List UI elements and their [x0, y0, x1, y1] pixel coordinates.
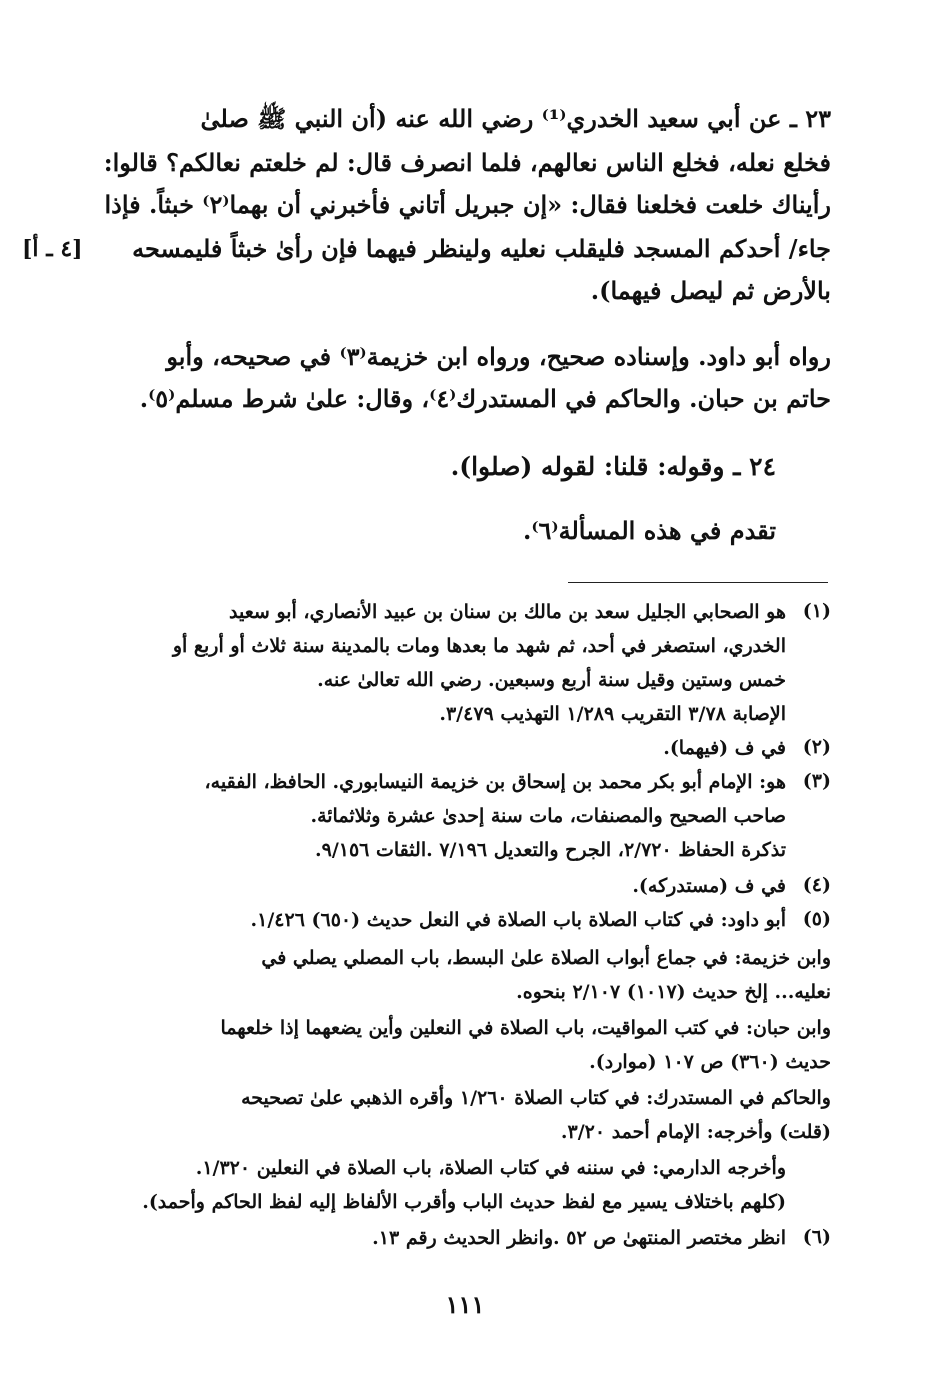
footnote-line: وابن حبان: في كتب المواقيت، باب الصلاة في النعلين وأين يضعهما إذا خلعهما [220, 1017, 831, 1039]
footnote-number: (١) [802, 600, 831, 622]
margin-folio-ref: [٤ ـ أ] [22, 236, 83, 262]
footnote-line: وأخرجه الدارمي: في سننه في كتاب الصلاة، باب الصلاة في النعلين ١/٣٢٠. [195, 1157, 786, 1179]
footnote-line: صاحب الصحيح والمصنفات، مات سنة إحدىٰ عشرة وثلاثمائة. [310, 805, 786, 827]
footnote-line: في ف (مستدركه). [632, 875, 786, 897]
footnote-number: (٢) [802, 736, 831, 758]
footnote-line: أبو داود: في كتاب الصلاة باب الصلاة في النعل حديث (٦٥٠) ١/٤٢٦. [250, 909, 786, 931]
hadith-24-text: تقدم في هذه المسألة⁽٦⁾. [523, 516, 776, 545]
footnote-number: (٤) [802, 874, 831, 896]
hadith-24-heading: ٢٤ ـ وقوله: قلنا: لقوله (صلوا). [450, 452, 776, 481]
hadith-23-line-3: رأيناك خلعت فخلعنا فقال: «إن جبريل أتاني فأخبرني أن بهما⁽٢⁾ خبثاً. فإذا [104, 190, 831, 219]
hadith-23-line-5: بالأرض ثم ليصل فيهما). [590, 276, 831, 305]
footnote-line: والحاكم في المستدرك: في كتاب الصلاة ١/٢٦٠ وأقره الذهبي علىٰ تصحيحه [241, 1087, 831, 1109]
footnote-line: (قلت) وأخرجه: الإمام أحمد ٣/٢٠. [560, 1121, 831, 1143]
footnote-line: وابن خزيمة: في جماع أبواب الصلاة علىٰ البسط، باب المصلي يصلي في [261, 947, 831, 969]
footnote-line: حديث (٣٦٠) ص ١٠٧ (موارد). [589, 1051, 831, 1073]
takhrij-line-2: حاتم بن حبان. والحاكم في المستدرك⁽٤⁾، وقال: علىٰ شرط مسلم⁽٥⁾. [139, 384, 831, 413]
takhrij-line-1: رواه أبو داود. وإسناده صحيح، ورواه ابن خزيمة⁽٣⁾ في صحيحه، وأبو [166, 342, 831, 371]
hadith-23-line-4: جاء/ أحدكم المسجد فليقلب نعليه ولينظر فيهما فإن رأىٰ خبثاً فليمسحه [132, 234, 831, 263]
footnote-line: انظر مختصر المنتهىٰ ص ٥٢ .وانظر الحديث رقم ١٣. [372, 1227, 786, 1249]
footnote-line: هو الصحابي الجليل سعد بن مالك بن سنان بن عبيد الأنصاري، أبو سعيد [229, 601, 786, 623]
footnote-line: الإصابة ٣/٧٨ التقريب ١/٢٨٩ التهذيب ٣/٤٧٩. [439, 703, 786, 725]
page-number: ١١١ [445, 1290, 485, 1319]
hadith-23-line-2: فخلع نعله، فخلع الناس نعالهم، فلما انصرف قال: لم خلعتم نعالكم؟ قالوا: [103, 148, 831, 177]
hadith-23-line-1: ٢٣ ـ عن أبي سعيد الخدري⁽¹⁾ رضي الله عنه (أن النبي ﷺ صلىٰ [200, 104, 831, 133]
footnote-separator [568, 582, 828, 583]
footnote-line: هو: الإمام أبو بكر محمد بن إسحاق بن خزيمة النيسابوري. الحافظ، الفقيه، [204, 771, 786, 793]
footnote-line: (كلهم باختلاف يسير مع لفظ حديث الباب وأقرب الألفاظ إليه لفظ الحاكم وأحمد). [142, 1191, 786, 1213]
footnote-line: في ف (فيهما). [663, 737, 786, 759]
footnote-number: (٦) [802, 1226, 831, 1248]
footnote-line: تذكرة الحفاظ ٢/٧٢٠، الجرح والتعديل ٧/١٩٦ .الثقات ٩/١٥٦. [315, 839, 786, 861]
footnote-number: (٣) [802, 770, 831, 792]
footnote-number: (٥) [802, 908, 831, 930]
footnote-line: نعليه... إلخ حديث (١٠١٧) ٢/١٠٧ بنحوه. [516, 981, 831, 1003]
footnote-line: الخدري، استصغر في أحد، ثم شهد ما بعدها ومات بالمدينة سنة ثلاث أو أربع أو [172, 635, 786, 657]
footnote-line: خمس وستين وقيل سنة أربع وسبعين. رضي الله تعالىٰ عنه. [317, 669, 786, 691]
